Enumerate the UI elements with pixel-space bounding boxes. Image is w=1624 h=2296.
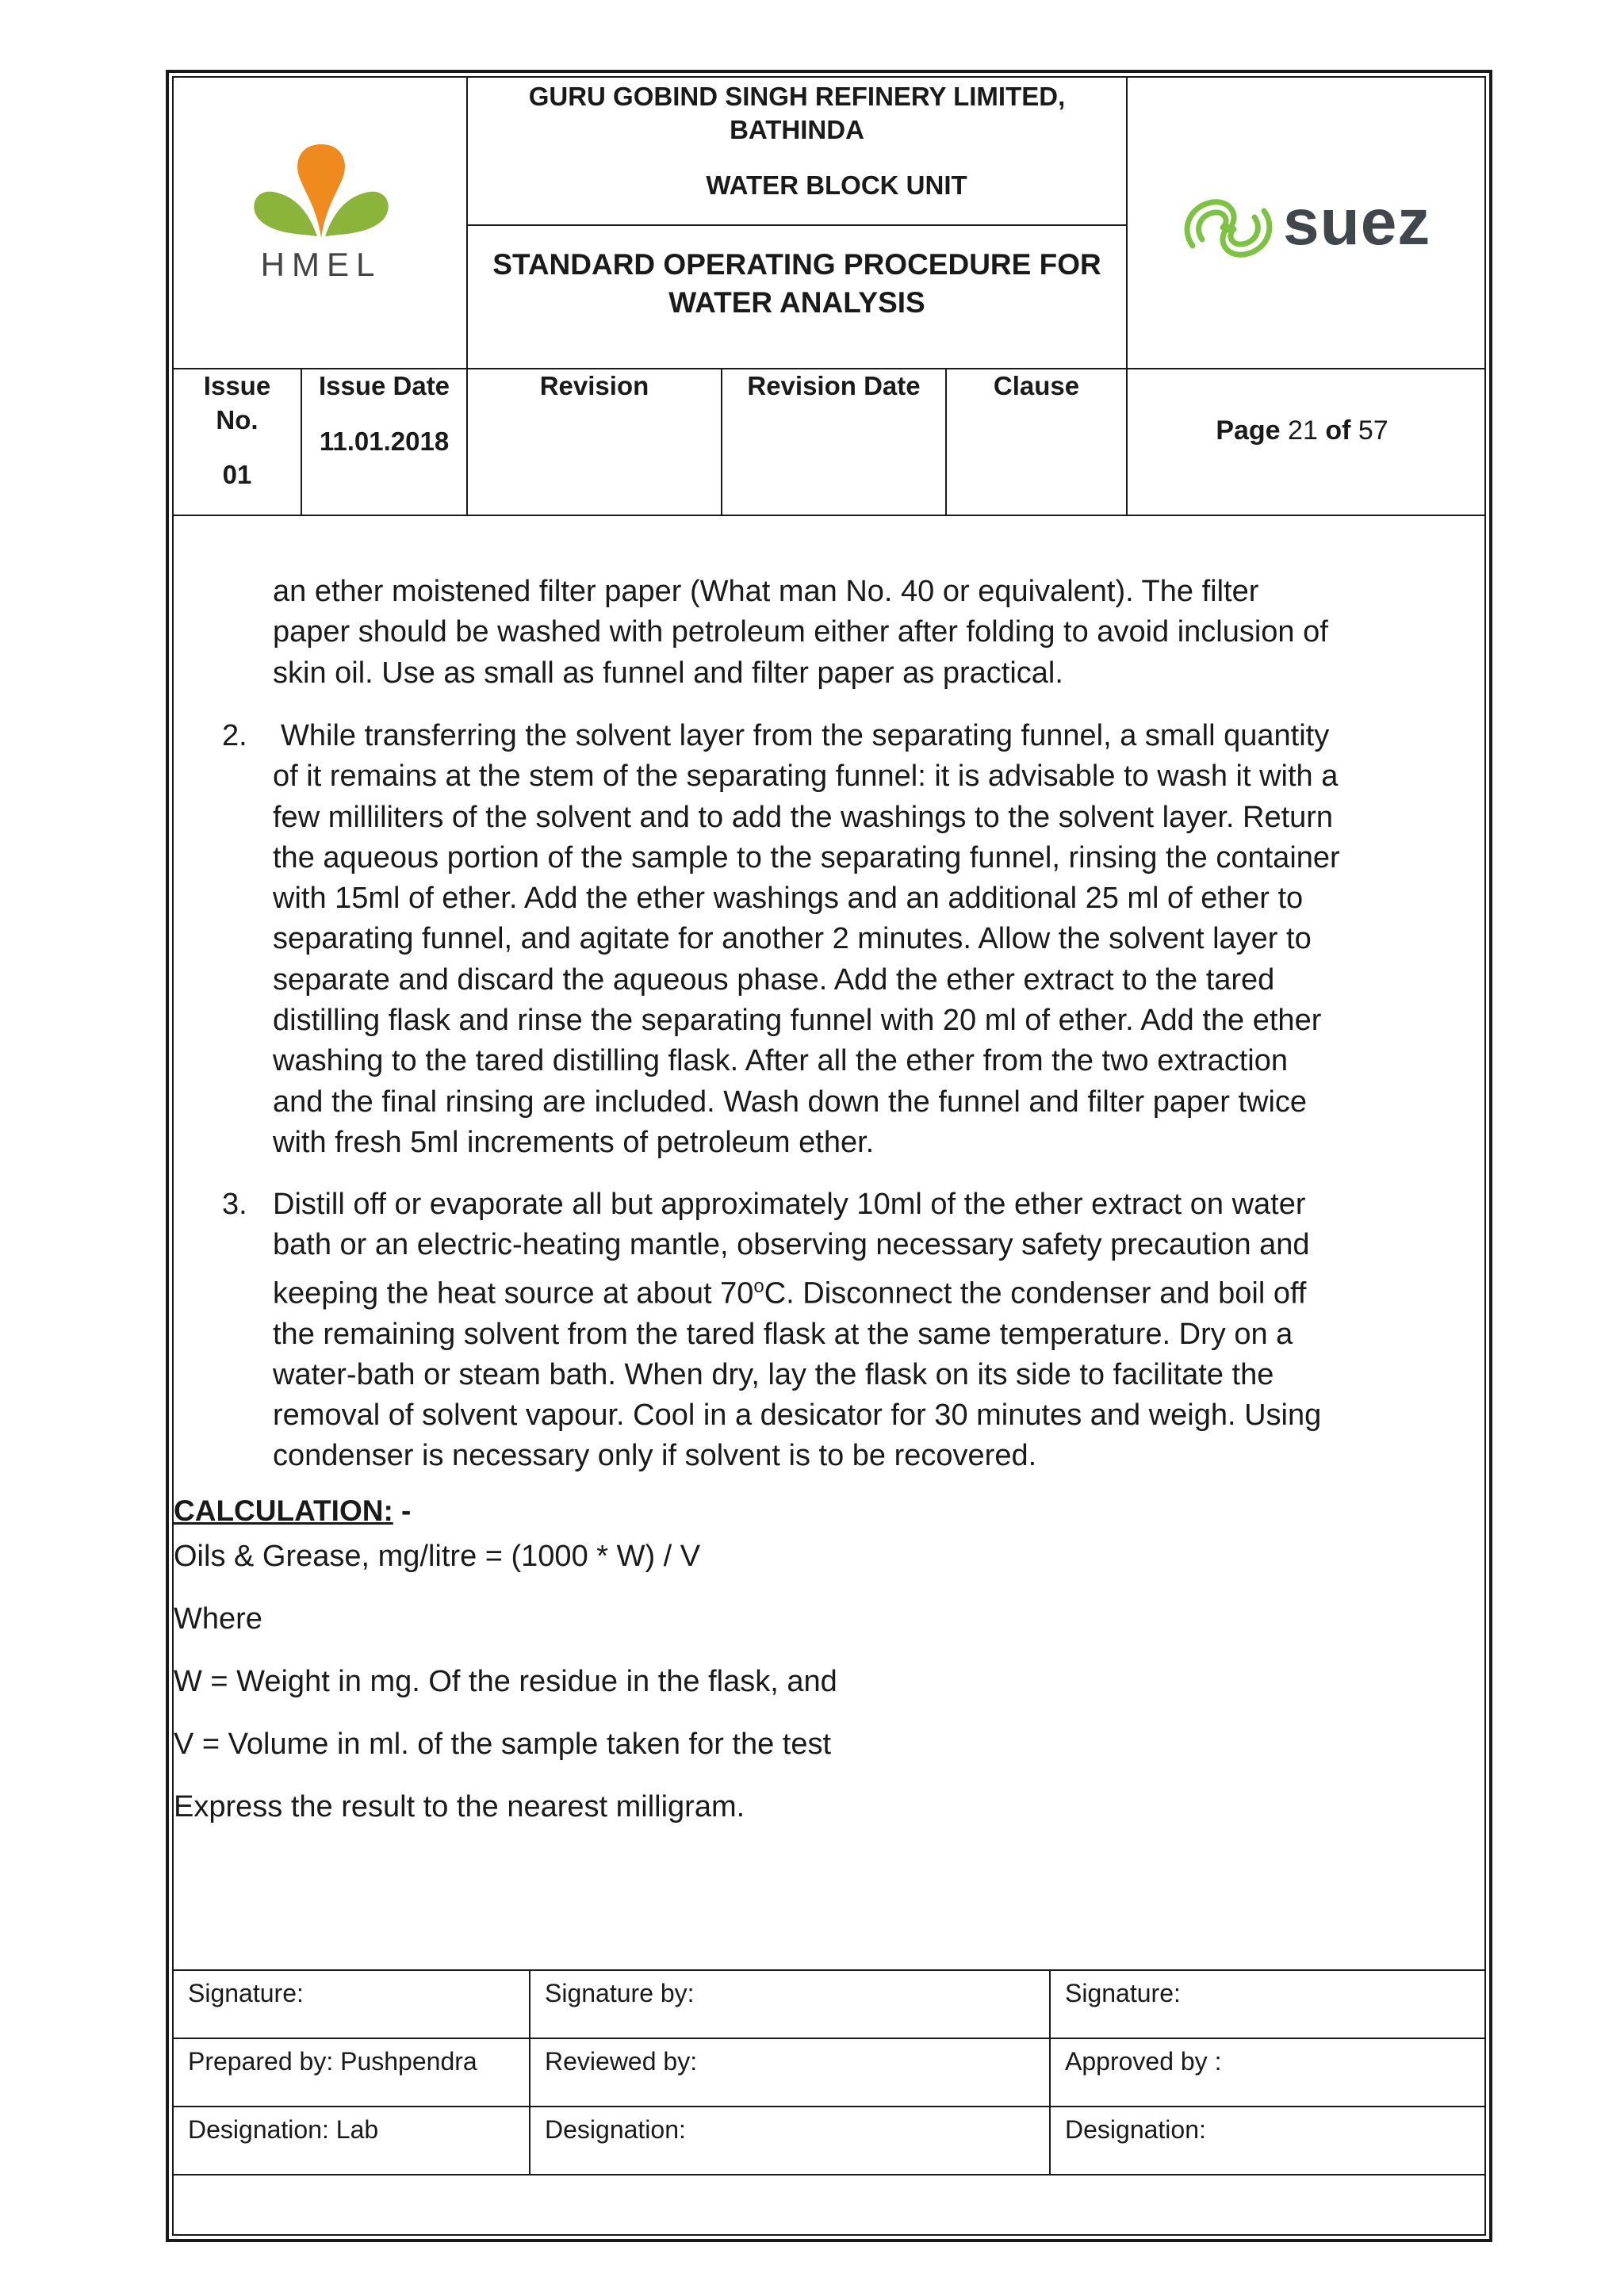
text-line: condenser is necessary only if solvent is to be recovered. (273, 1439, 1037, 1473)
text-line: washing to the tared distilling flask. After all the ether from the two extraction (273, 1044, 1288, 1078)
page-indicator (1128, 414, 1477, 447)
company-name-line1: GURU GOBIND SINGH REFINERY LIMITED, (528, 82, 1066, 111)
text-line: few milliliters of the solvent and to add the washings to the solvent layer. Return (273, 800, 1334, 834)
revision-label: Revision (539, 371, 649, 400)
text-line: While transferring the solvent layer from the separating funnel, a small quantity (281, 719, 1330, 752)
degree-superscript: o (753, 1275, 764, 1297)
page-of: of (1325, 415, 1351, 446)
sig-reviewed-signature: Signature by: (545, 1979, 695, 2007)
intro-paragraph (273, 572, 1328, 694)
page-current: 21 (1288, 415, 1318, 446)
text-line-with-superscript (273, 1266, 1321, 1314)
hmel-logo-text: HMEL (260, 246, 382, 283)
text-fragment: keeping the heat source at about 70 (273, 1276, 754, 1311)
issue-number: 01 (222, 460, 252, 489)
calculation-w-definition: W = Weight in mg. Of the residue in the flask, and (174, 1665, 837, 1698)
sop-title-line1: STANDARD OPERATING PROCEDURE FOR (492, 248, 1101, 281)
page-total: 57 (1358, 415, 1388, 446)
page-word: Page (1216, 415, 1281, 446)
text-line: bath or an electric-heating mantle, observing necessary safety precaution and (273, 1228, 1310, 1262)
calculation-where: Where (174, 1602, 262, 1636)
header-vline-right (1126, 76, 1128, 515)
unit-name: WATER BLOCK UNIT (706, 170, 967, 200)
sig-prepared-signature: Signature: (188, 1979, 304, 2007)
text-line: the remaining solvent from the tared flask at the same temperature. Dry on a (273, 1317, 1293, 1351)
text-line: water-bath or steam bath. When dry, lay the flask on its side to facilitate the (273, 1357, 1274, 1391)
sig-reviewed-by: Reviewed by: (545, 2047, 698, 2076)
text-line: separate and discard the aqueous phase. Add the ether extract to the tared (273, 962, 1275, 997)
suez-logo-mark (1177, 190, 1280, 266)
text-line: with fresh 5ml increments of petroleum ether. (273, 1125, 875, 1159)
text-line: Distill off or evaporate all but approximately 10ml of the ether extract on water (273, 1188, 1306, 1221)
suez-logo (1177, 186, 1438, 270)
revision-date-label: Revision Date (747, 371, 921, 400)
text-line: of it remains at the stem of the separating funnel: it is advisable to wash it with a (273, 760, 1339, 794)
sig-approved-signature: Signature: (1065, 1979, 1181, 2007)
sig-approved-designation: Designation: (1065, 2115, 1206, 2144)
issue-label-2: No. (216, 405, 259, 434)
sig-row-line-1 (172, 2038, 1486, 2039)
sig-approved-by: Approved by : (1065, 2047, 1222, 2076)
issue-label-1: Issue (203, 371, 271, 400)
calculation-note: Express the result to the nearest milligram. (174, 1790, 745, 1823)
text-line: skin oil. Use as small as funnel and filter paper as practical. (273, 656, 1063, 690)
text-fragment: C. Disconnect the condenser and boil off (764, 1276, 1307, 1311)
suez-logo-text: suez (1283, 186, 1431, 258)
sig-prepared-designation: Designation: Lab (188, 2115, 379, 2144)
text-line: the aqueous portion of the sample to the separating funnel, rinsing the container (273, 840, 1340, 874)
step3-paragraph (273, 1184, 1321, 1477)
issue-date-value: 11.01.2018 (319, 427, 450, 456)
sig-reviewed-designation: Designation: (545, 2115, 686, 2144)
sig-prepared-by: Prepared by: Pushpendra (188, 2047, 477, 2076)
sig-table-top (172, 1969, 1486, 1971)
text-line: removal of solvent vapour. Cool in a desicator for 30 minutes and weigh. Using (273, 1399, 1322, 1433)
step2-number: 2. (222, 719, 247, 752)
text-line: an ether moistened filter paper (What man No. 40 or equivalent). The filter (273, 575, 1259, 608)
hmel-logo-mark (238, 135, 404, 246)
header-vline-left (466, 76, 468, 368)
step2-paragraph (273, 716, 1340, 1163)
calculation-heading-suffix: - (393, 1494, 412, 1527)
text-line: with 15ml of ether. Add the ether washings and an additional 25 ml of ether to (273, 882, 1304, 916)
hmel-logo (238, 135, 404, 293)
sig-col-line-2 (1049, 1969, 1051, 2174)
text-line: paper should be washed with petroleum either after folding to avoid inclusion of (273, 615, 1328, 649)
calculation-heading (174, 1490, 411, 1531)
calculation-heading-text: CALCULATION: (174, 1494, 393, 1527)
header-divider (468, 224, 1126, 226)
sig-col-line-1 (529, 1969, 530, 2174)
issue-date-label: Issue Date (318, 371, 450, 400)
sig-row-line-2 (172, 2106, 1486, 2107)
company-name-line2: BATHINDA (730, 115, 864, 144)
sop-title-line2: WATER ANALYSIS (668, 286, 925, 319)
sig-row-line-3 (172, 2174, 1486, 2175)
text-line: and the final rinsing are included. Wash down the funnel and filter paper twice (273, 1085, 1308, 1119)
text-line: distilling flask and rinse the separating funnel with 20 ml of ether. Add the ether (273, 1004, 1322, 1038)
clause-label: Clause (993, 371, 1080, 400)
calculation-formula: Oils & Grease, mg/litre = (1000 * W) / V (174, 1540, 701, 1573)
meta-bottom-line (172, 515, 1486, 516)
text-line: separating funnel, and agitate for another 2 minutes. Allow the solvent layer to (273, 922, 1312, 956)
step3-number: 3. (222, 1188, 247, 1221)
calculation-v-definition: V = Volume in ml. of the sample taken for the test (174, 1728, 832, 1761)
